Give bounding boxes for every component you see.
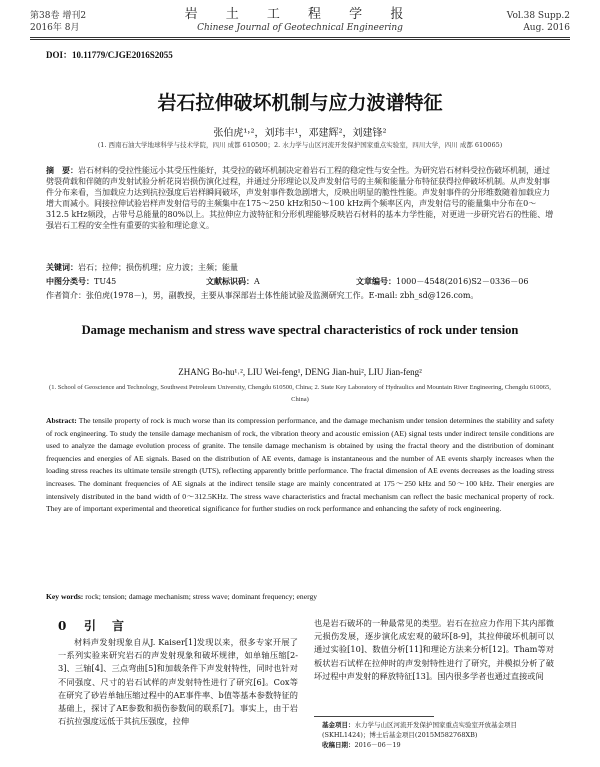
section-number: 0	[58, 619, 69, 633]
volume-en: Vol.38 Supp.2	[506, 11, 570, 21]
author-intro: 作者简介：张伯虎(1978－)，男，副教授，主要从事深部岩土体性能试验及监测研究工作。E-mail: zbh_sd@126.com。	[46, 291, 479, 300]
volume-issue: 第38卷 增刊2	[30, 11, 87, 21]
article-no-field	[356, 276, 528, 287]
header-center	[150, 7, 450, 34]
abstract-en-text: The tensile property of rock is much worse than its compression performance, and the damage mechanism under tension determines the stability and safety of rock engineering. To study the tensile damage mechanism of rock, the vibration theory and acoustic emission (AE) signal tests under indirect tensile conditions are used to analyze the damage evolution process of granite. The tensile damage mechanism is obtained by using the fractal theory and the distribution of dominant frequencies and energies of AE signals. Based on the distribution of AE events, damage is instantaneous and the number of AE events sharply increases when the loading stress reaches its ultimate tensile strength (UTS), reflecting apparently brittle performance. The fractal dimension of AE events decreases as the loading stress increases. The dominant frequencies of AE signals at the indirect tensile stage are mainly concentrated at 175～250 kHz and 50～100 kHz. Their energies are intensively distributed in the band width of 0～312.5KHz. The stress wave characteristics and fractal mechanism can reflect the basic mechanical property of rock. They are of important experimental and theoretical significance for further studies on rock performance and enhancing the safety of rock engineering.	[46, 416, 554, 514]
abstract-en	[46, 415, 554, 590]
keywords-cn-text: 岩石；拉伸；损伤机理；应力波；主频；能量	[78, 263, 238, 272]
doi: DOI：10.11779/CJGE2016S2055	[46, 50, 173, 60]
keywords-en	[46, 591, 554, 602]
journal-name-cn: 岩 土 工 程 学 报	[184, 7, 416, 22]
abstract-cn	[46, 165, 554, 261]
clc-value: TU45	[94, 277, 117, 286]
footnote-rule	[314, 716, 434, 717]
received-note	[322, 740, 554, 750]
keywords-cn	[46, 262, 554, 273]
date-en: Aug. 2016	[523, 23, 570, 33]
year-month: 2016年 8月	[30, 23, 80, 33]
section-heading	[58, 617, 126, 634]
title-cn: 岩石拉伸破坏机制与应力波谱特征	[157, 92, 443, 114]
received-text: 2016－06－19	[354, 741, 401, 749]
clc-field	[46, 276, 206, 287]
header-rule	[30, 37, 570, 38]
keywords-cn-label: 关键词：	[46, 262, 78, 272]
header-right	[507, 10, 570, 34]
doc-code-field	[206, 276, 356, 287]
abstract-en-label: Abstract:	[46, 416, 77, 425]
abstract-cn-label: 摘 要：	[46, 165, 78, 175]
abstract-cn-text: 岩石材料的受拉性能远小其受压性能好，其受拉的破坏机制决定着岩石工程的稳定性与安全性。为研究岩石材料受拉伤破坏机制，通过劈裂荷载和伴随的声发射试验分析花岗岩损伤演化过程，并通过分形理论以及声发射信号的主频和能量分布特征获得拉伸破坏机制。从声发射事件分布来看，当加载应力达到抗拉强度后岩样瞬间破坏，声发射事件数急剧增大，反映出明显的脆性性能。声发射事件的分形维数随着加载应力增大而减小。间接拉伸试验岩样声发射信号的主频集中在175～250 kHz和50～100 kHz两个频率区内，声发射信号的能量集中分布在0～312.5 kHz频段，占带号总能量的80%以上。其拉伸应力波特征和分形机理能够反映岩石材料的基本力学性能，对更进一步研究岩石的性能、增强岩石工程的安全性有重要的实验和理论意义。	[46, 166, 554, 230]
classification-row	[46, 276, 554, 287]
authors-en: ZHANG Bo-hu¹˒², LIU Wei-feng¹, DENG Jian-hui², LIU Jian-feng²	[178, 367, 422, 377]
clc-label: 中图分类号：	[46, 276, 94, 286]
keywords-en-label: Key words:	[46, 592, 84, 601]
fund-label: 基金项目：	[322, 721, 355, 729]
journal-name-en: Chinese Journal of Geotechnical Engineering	[197, 23, 403, 33]
doc-code-label: 文献标识码：	[206, 276, 254, 286]
fund-note	[322, 720, 554, 740]
authors-cn: 张伯虎¹˒²，刘玮丰¹，邓建辉²，刘建锋²	[213, 128, 387, 139]
doc-code-value: A	[254, 277, 260, 286]
section-title: 引 言	[84, 619, 127, 633]
affiliation-cn: (1. 西南石油大学地球科学与技术学院，四川 成都 610500；2. 水力学与山区河流开发保护国家重点实验室，四川大学，四川 成都 610065)	[97, 141, 503, 149]
footnotes	[322, 720, 554, 750]
affiliation-en: (1. School of Geoscience and Technology, Southwest Petroleum University, Chengdu 610500, China; 2. State Key Laboratory of Hydraulics and Mountain River Engineering, Chengdu 610065, China)	[49, 384, 551, 403]
article-no-label: 文章编号：	[356, 276, 396, 286]
header-rule	[30, 39, 570, 40]
keywords-en-text: rock; tension; damage mechanism; stress wave; dominant frequency; energy	[85, 592, 318, 601]
fund-text: 水力学与山区河流开发保护国家重点实验室开放基金项目(SKHL1424)；博士后基金项目(2015M582768XB)	[322, 721, 517, 739]
header-left	[30, 10, 86, 34]
article-no-value: 1000－4548(2016)S2－0336－06	[396, 277, 529, 286]
body-column-right: 也是岩石破坏的一种最常见的类型。岩石在拉应力作用下其内部微元损伤发展，逐步演化成宏观的破坏[8-9]，其拉伸破坏机制可以通过实验[10]、数值分析[11]和理论方法来分析[12]。Tham等对板状岩石试样在拉伸时的声发射特性进行了研究，并模拟分析了破坏过程中声发射的释放特征[13]。国内很多学者也通过直接或间	[314, 618, 554, 681]
title-en: Damage mechanism and stress wave spectral characteristics of rock under tension	[81, 323, 519, 337]
body-column-left: 材料声发射现象自从J. Kaiser[1]发现以来，很多专家开展了一系列实验来研究岩石的声发射现象和破坏规律，如单轴压缩[2-3]、三轴[4]、三点弯曲[5]和加载条件下声发射特性，同时也针对不同强度、尺寸的岩石试样的声发射特性进行了研究[6]。Cox等在研究了砂岩单轴压缩过程中的AE事件率、b值等基本参数特征的基础上，探讨了AE参数和损伤参数间的联系[7]。事实上，由于岩石抗拉强度远低于其抗压强度，拉伸	[58, 637, 298, 727]
received-label: 收稿日期：	[322, 741, 355, 749]
